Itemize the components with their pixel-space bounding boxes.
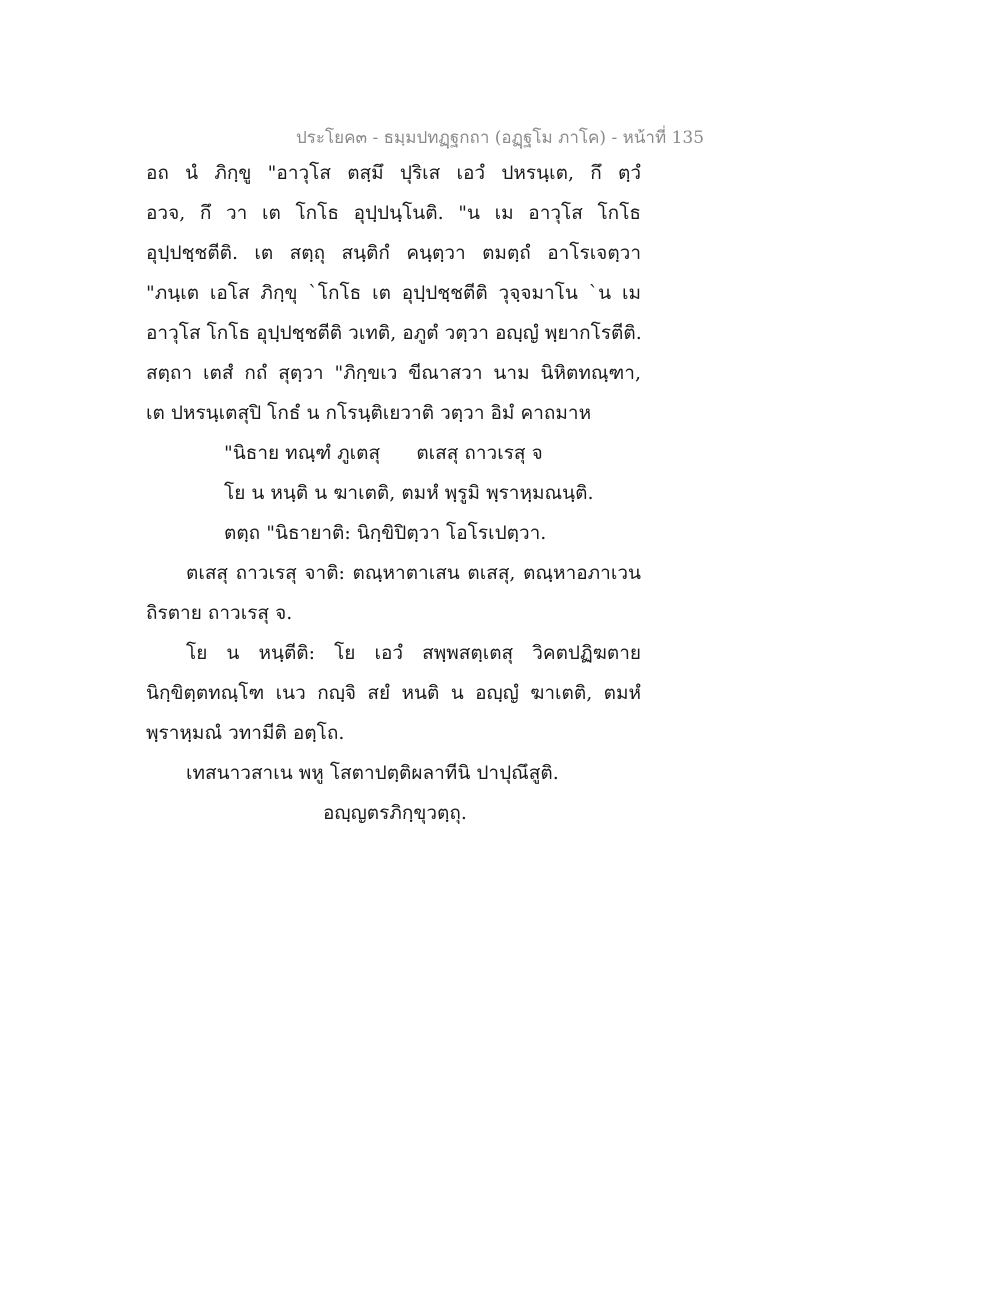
body-line-1: อถ นํ ภิกฺขู "อาวุโส ตสฺมึ ปุริเส เอวํ ปหรนฺเต, กึ ตฺวํ [146,162,641,184]
body-line-3: อุปฺปชฺชตีติ. เต สตฺถุ สนฺติกํ คนฺตฺวา ตมตฺถํ อาโรเจตฺวา [146,242,641,264]
story-title: อญฺญตรภิกฺขุวตฺถุ. [323,802,467,824]
paragraph-3-line-3: พฺราหฺมณํ วทามีติ อตฺโถ. [146,722,345,744]
paragraph-3-line-1: โย น หนฺตีติ: โย เอวํ สพฺพสตฺเตสุ วิคตปฏิฆตาย [186,642,641,664]
verse-line-2: โย น หนฺติ น ฆาเตติ, ตมหํ พฺรูมิ พฺราหฺมณนฺติ. [224,482,594,504]
body-line-6: สตฺถา เตสํ กถํ สุตฺวา "ภิกฺขเว ขีณาสวา นาม นิหิตทณฺฑา, [146,362,641,384]
commentary-line-1: ตตฺถ "นิธายาติ: นิกฺขิปิตฺวา โอโรเปตฺวา. [224,522,547,544]
body-line-7: เต ปหรนฺเตสุปิ โกธํ น กโรนฺติเยวาติ วตฺวา อิมํ คาถมาห [146,402,592,424]
paragraph-4-line-1: เทสนาวสาเน พหู โสตาปตฺติผลาทีนิ ปาปุณึสูติ. [186,762,559,784]
body-line-4: "ภนฺเต เอโส ภิกฺขุ `โกโธ เต อุปฺปชฺชตีติ วุจฺจมาโน `น เม [146,282,641,304]
paragraph-3-line-2: นิกฺขิตฺตทณฺโฑ เนว กญฺจิ สยํ หนติ น อญฺญํ ฆาเตติ, ตมหํ [146,682,641,704]
paragraph-2-line-2: ถิรตาย ถาวเรสุ จ. [146,602,293,624]
body-line-5: อาวุโส โกโธ อุปฺปชฺชตีติ วเทติ, อภูตํ วตฺวา อญฺญํ พฺยากโรตีติ. [146,322,642,344]
running-header: ประโยค๓ - ธมฺมปทฏฺฐกถา (อฏฺฐโม ภาโค) - หน้าที่ 135 [295,128,705,148]
verse-line-1: "นิธาย ทณฺฑํ ภูเตสุ ตเสสุ ถาวเรสุ จ [224,442,543,464]
body-line-2: อวจ, กึ วา เต โกโธ อุปฺปนฺโนติ. "น เม อาวุโส โกโธ [146,202,641,224]
paragraph-2-line-1: ตเสสุ ถาวเรสุ จาติ: ตณฺหาตาเสน ตเสสุ, ตณฺหาอภาเวน [186,562,641,584]
